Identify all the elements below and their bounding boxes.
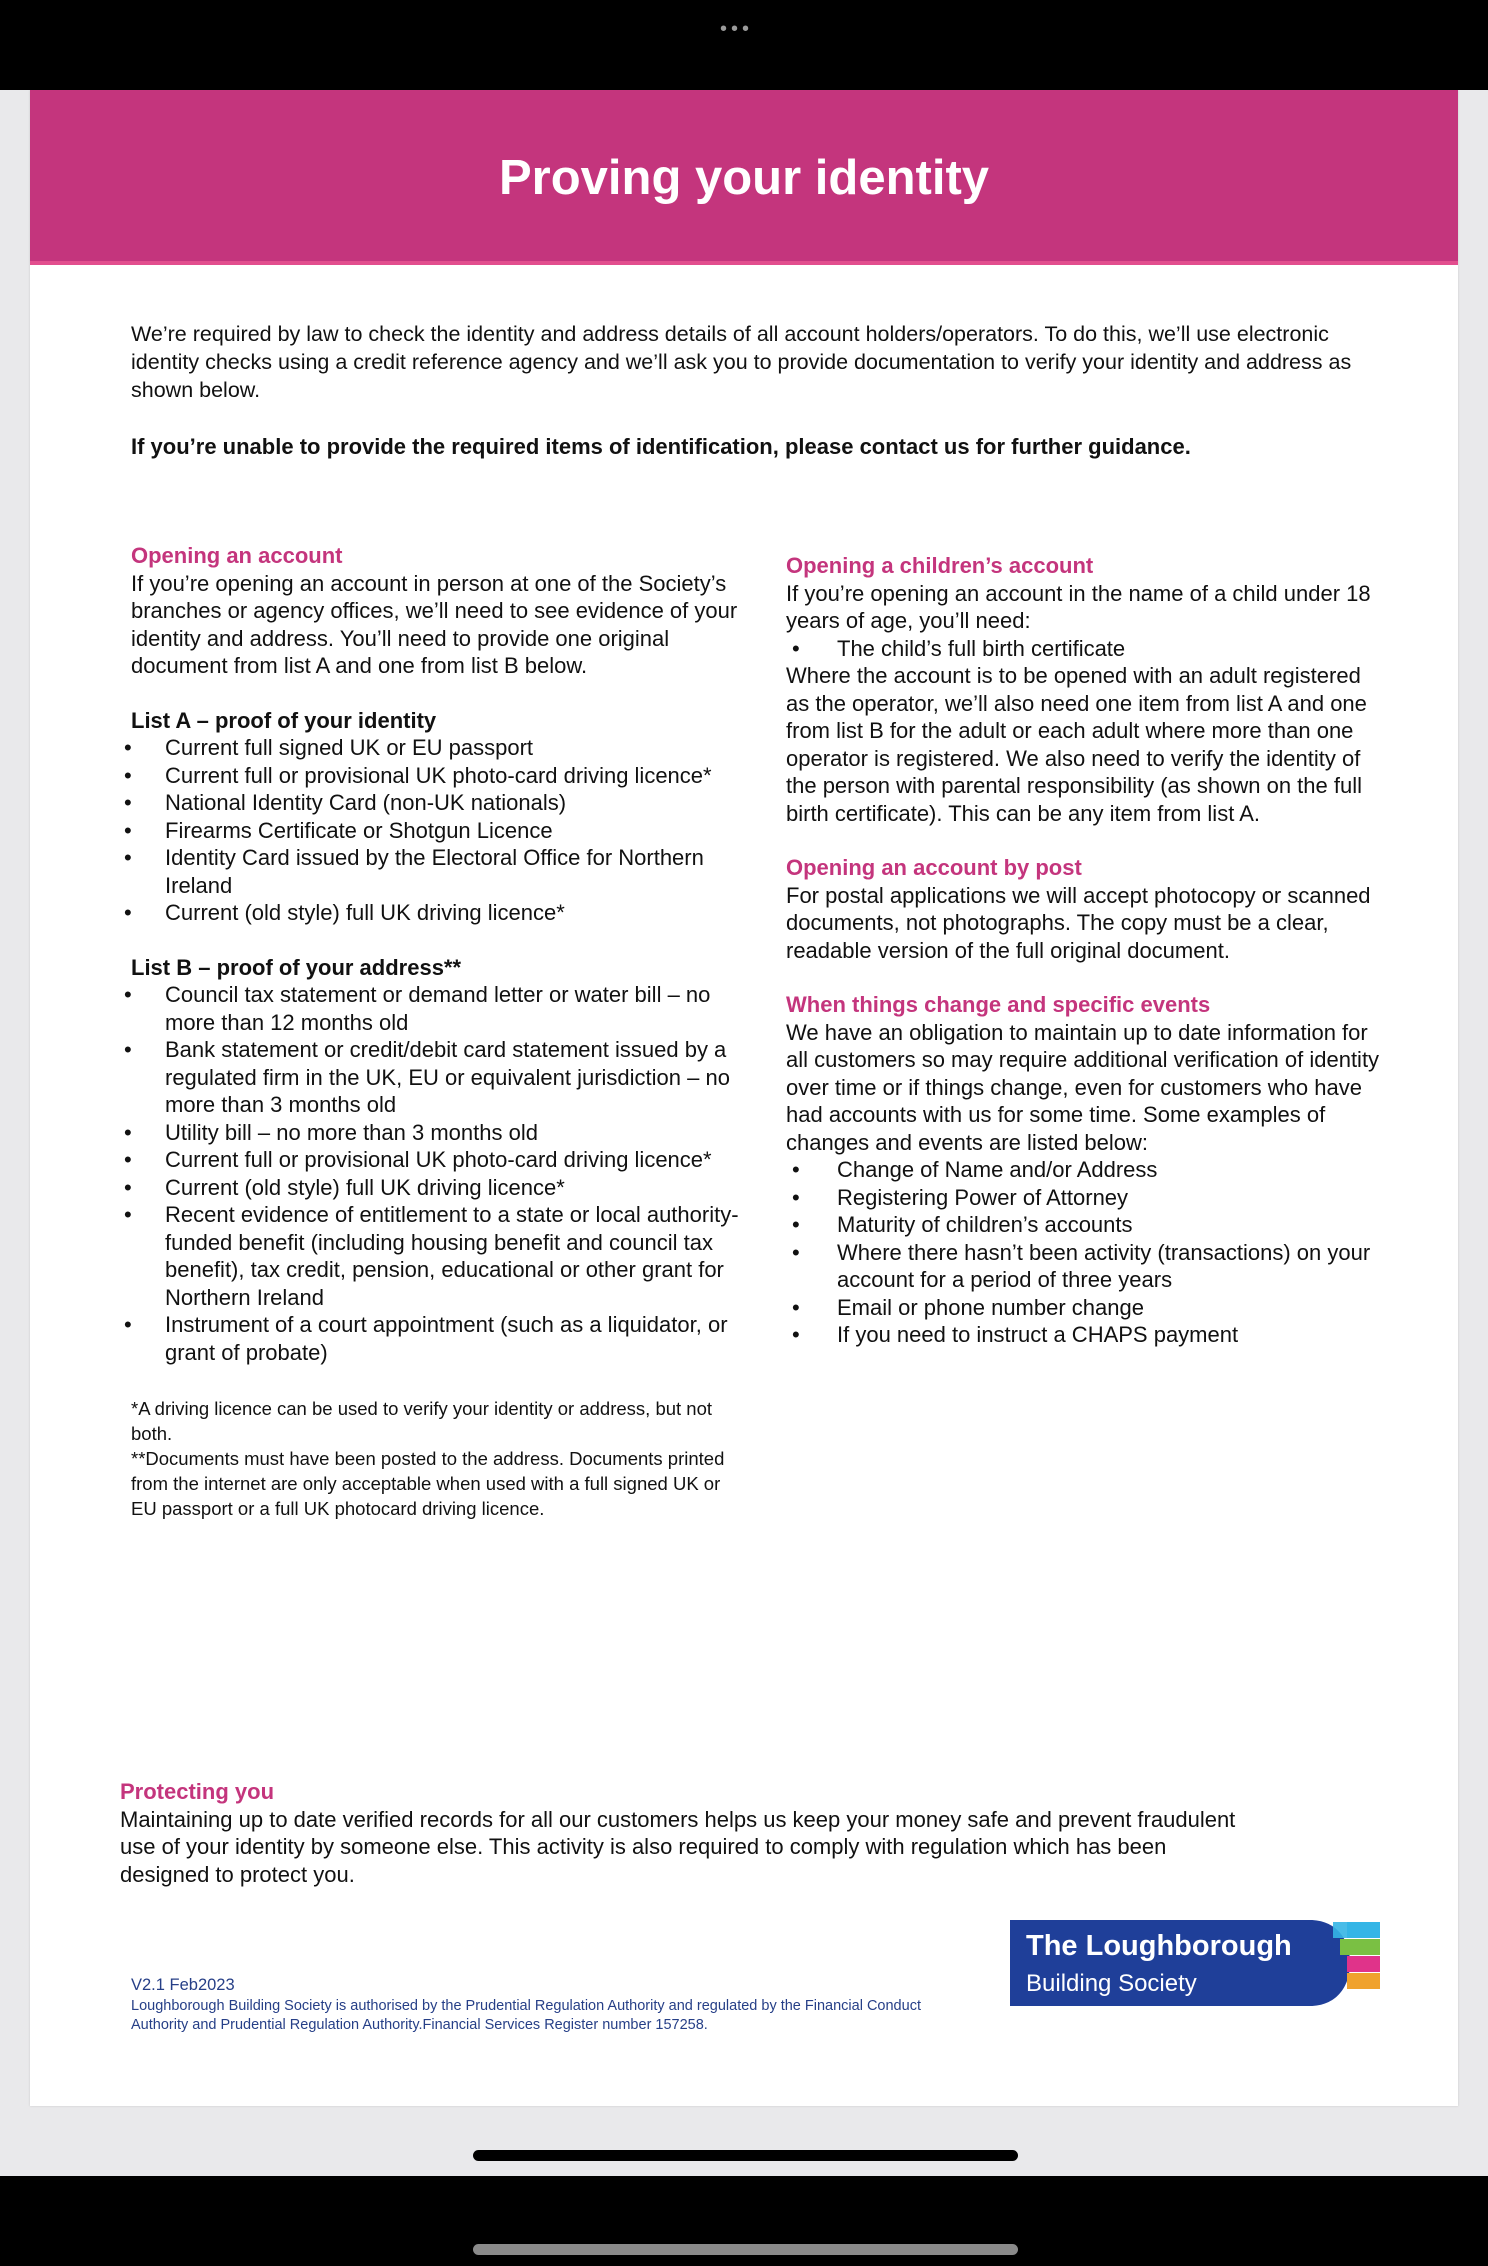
more-options-icon[interactable]: ••• (720, 18, 754, 40)
bottom-bar (0, 2176, 1488, 2266)
list-item: • Current full or provisional UK photo-card driving licence* (131, 1146, 751, 1174)
logo-name: The Loughborough (1026, 1930, 1292, 1962)
right-column (786, 552, 1386, 1349)
document-page (30, 90, 1458, 2106)
list-item: • The child’s full birth certificate (786, 635, 1386, 663)
list-item: • Current (old style) full UK driving licence* (131, 1174, 751, 1202)
list-b (131, 981, 751, 1366)
list-item: • Current full signed UK or EU passport (131, 734, 751, 762)
changes-heading: When things change and specific events (786, 992, 1211, 1017)
building-society-logo (1010, 1920, 1380, 2006)
title-banner (30, 90, 1458, 265)
childrens-account-text-2: Where the account is to be opened with an adult registered as the operator, we’ll also need one item from list A and one from list B for the adult or each adult where more than one operator is registered. We also need to verify the identity of the person with parental responsibility (as shown on the full birth certificate). This can be any item from list A. (786, 663, 1367, 826)
list-item: • Maturity of children’s accounts (786, 1211, 1386, 1239)
top-status-bar (0, 0, 1488, 90)
page-title: Proving your identity (498, 151, 990, 205)
list-b-heading: List B – proof of your address** (131, 954, 462, 980)
list-a (131, 734, 751, 927)
changes-text: We have an obligation to maintain up to date information for all customers so may require additional verification of identity over time or if things change, even for customers who have had accounts with us for some time. Some examples of changes and events are listed below: (786, 1019, 1380, 1155)
intro-paragraph: We’re required by law to check the identity and address details of all account holders/operators. To do this, we’ll use electronic identity checks using a credit reference agency and we’ll ask you to provide documentation to verify your identity and address as shown below. (131, 322, 1352, 402)
protecting-you-section (120, 1778, 1260, 1888)
list-item: • Identity Card issued by the Electoral Office for Northern Ireland (131, 844, 751, 899)
list-item: • Utility bill – no more than 3 months old (131, 1119, 751, 1147)
opening-account-heading: Opening an account (131, 543, 343, 568)
list-item: • Recent evidence of entitlement to a state or local authority-funded benefit (including housing benefit and council tax benefit), tax credit, pension, educational or other grant for Northern Ireland (131, 1201, 751, 1311)
postal-account-heading: Opening an account by post (786, 855, 1082, 880)
footer (131, 1976, 931, 2035)
postal-account-text: For postal applications we will accept photocopy or scanned documents, not photographs. The copy must be a clear, readable version of the full original document. (786, 882, 1371, 963)
home-indicator[interactable] (473, 2244, 1018, 2255)
list-item: • Email or phone number change (786, 1294, 1386, 1322)
list-item: • Current (old style) full UK driving licence* (131, 899, 751, 927)
list-a-heading: List A – proof of your identity (131, 707, 437, 733)
list-item: • Council tax statement or demand letter or water bill – no more than 12 months old (131, 981, 751, 1036)
guidance-notice: If you’re unable to provide the required items of identification, please contact us for further guidance. (131, 434, 1191, 459)
list-item: • Current full or provisional UK photo-card driving licence* (131, 762, 751, 790)
documents-note: **Documents must have been posted to the address. Documents printed from the internet are only acceptable when used with a full signed UK or EU passport or a full UK photocard driving licence. (131, 1448, 725, 1519)
list-item: • Bank statement or credit/debit card statement issued by a regulated firm in the UK, EU or equivalent jurisdiction – no more than 3 months old (131, 1036, 751, 1119)
protecting-you-text: Maintaining up to date verified records for all our customers helps us keep your money safe and prevent fraudulent use of your identity by someone else. This activity is also required to comply with regulation which has been designed to protect you. (120, 1806, 1236, 1887)
logo-subtitle: Building Society (1026, 1970, 1197, 1997)
protecting-you-heading: Protecting you (120, 1779, 275, 1804)
changes-list (786, 1156, 1386, 1349)
list-item: • If you need to instruct a CHAPS payment (786, 1321, 1386, 1349)
childrens-account-heading: Opening a children’s account (786, 553, 1094, 578)
list-item: • National Identity Card (non-UK nationals) (131, 789, 751, 817)
page-scroll-indicator[interactable] (473, 2150, 1018, 2161)
list-item: • Change of Name and/or Address (786, 1156, 1386, 1184)
driving-licence-note: *A driving licence can be used to verify your identity or address, but not both. (131, 1398, 713, 1444)
list-item: • Where there hasn’t been activity (transactions) on your account for a period of three years (786, 1239, 1386, 1294)
list-item: • Registering Power of Attorney (786, 1184, 1386, 1212)
version-label: V2.1 Feb2023 (131, 1976, 235, 1994)
legal-text: Loughborough Building Society is authorised by the Prudential Regulation Authority and regulated by the Financial Conduct Authority and Prudential Regulation Authority.Financial Services Register number 157258. (131, 1998, 921, 2033)
left-column (131, 542, 751, 1521)
childrens-account-text: If you’re opening an account in the name of a child under 18 years of age, you’ll need: (786, 580, 1371, 633)
list-item: • Firearms Certificate or Shotgun Licence (131, 817, 751, 845)
list-item: • Instrument of a court appointment (such as a liquidator, or grant of probate) (131, 1311, 751, 1366)
opening-account-text: If you’re opening an account in person at one of the Society’s branches or agency offices, we’ll need to see evidence of your identity and address. You’ll need to provide one original document from list A and one from list B below. (131, 570, 738, 678)
childrens-account-list (786, 635, 1386, 663)
